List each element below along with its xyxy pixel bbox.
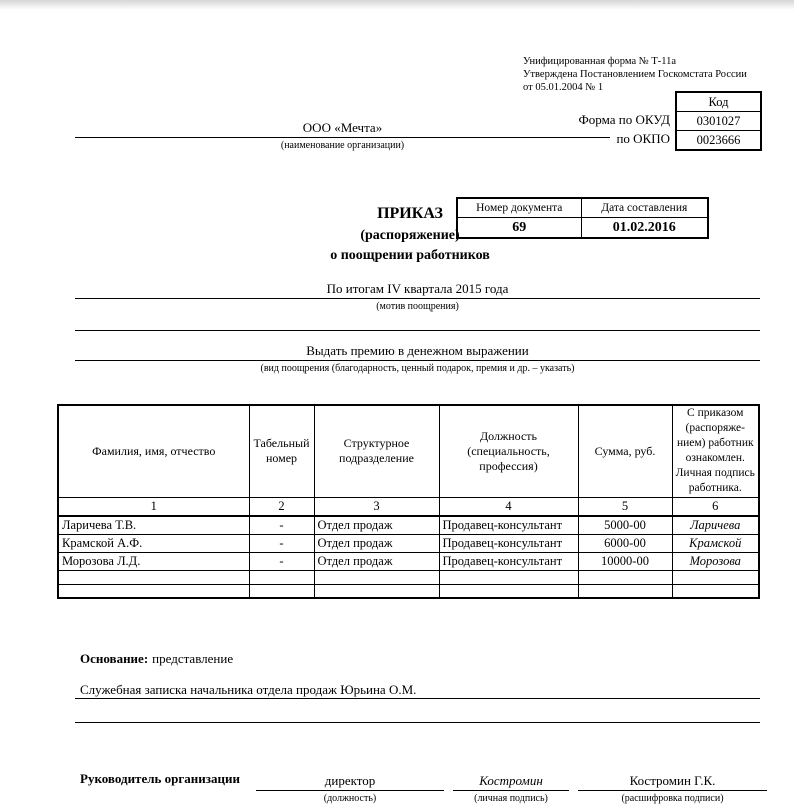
empty-cell — [249, 584, 314, 598]
motive-field — [75, 280, 760, 299]
column-numbers-row — [58, 497, 759, 516]
empty-row — [58, 570, 759, 584]
doc-date-value: 01.02.2016 — [581, 218, 708, 239]
empty-cell — [672, 584, 759, 598]
position-value: директор — [256, 772, 444, 791]
amount-cell: 6000-00 — [578, 534, 672, 552]
incentive-text: Выдать премию в денежном выражении — [306, 343, 529, 358]
doc-title: ПРИКАЗ — [377, 205, 443, 222]
header-cell-department: Структурное подразделение — [314, 405, 439, 497]
department-cell: Отдел продаж — [314, 552, 439, 570]
basis-row — [80, 651, 233, 667]
header-cell-signature: С приказом (распоряже-нием) работник ознакомлен. Личная подпись работника. — [672, 405, 759, 497]
okpo-label: по ОКПО — [616, 131, 670, 146]
personnel-number-cell: - — [249, 552, 314, 570]
employees-table-header-row — [58, 405, 759, 497]
signature-name-caption: (расшифровка подписи) — [621, 793, 724, 804]
personnel-number-cell: - — [249, 516, 314, 534]
empty-cell — [578, 584, 672, 598]
personal-signature-caption: (личная подпись) — [474, 793, 548, 804]
organization-name: ООО «Мечта» — [302, 120, 383, 135]
department-cell: Отдел продаж — [314, 516, 439, 534]
amount-cell: 10000-00 — [578, 552, 672, 570]
employee-name-cell: Ларичева Т.В. — [58, 516, 249, 534]
empty-cell — [58, 584, 249, 598]
col-number-cell: 4 — [439, 497, 578, 516]
header-cell-amount: Сумма, руб. — [578, 405, 672, 497]
department-cell: Отдел продаж — [314, 534, 439, 552]
empty-cell — [314, 584, 439, 598]
incentive-caption: (вид поощрения (благодарность, ценный подарок, премия и др. – указать) — [260, 363, 575, 374]
position-cell: Продавец-консультант — [439, 516, 578, 534]
header-cell-name: Фамилия, имя, отчество — [58, 405, 249, 497]
employees-table — [57, 404, 760, 599]
empty-motive-line — [75, 330, 760, 331]
form-approved-line: Утверждена Постановлением Госкомстата России — [523, 69, 747, 80]
motive-caption: (мотив поощрения) — [376, 301, 459, 312]
employee-name-cell: Морозова Л.Д. — [58, 552, 249, 570]
basis-note-text: Служебная записка начальника отдела продаж Юрьина О.М. — [80, 682, 417, 697]
code-box-table — [675, 91, 762, 151]
position-signature-block — [256, 772, 444, 804]
empty-cell — [249, 570, 314, 584]
basis-value: представление — [152, 651, 234, 666]
position-cell: Продавец-консультант — [439, 534, 578, 552]
col-number-cell: 1 — [58, 497, 249, 516]
organization-caption: (наименование организации) — [280, 140, 405, 151]
form-type-line: Унифицированная форма № Т-11а — [523, 56, 677, 67]
doc-number-header: Номер документа — [457, 198, 581, 218]
incentive-field — [75, 342, 760, 361]
col-number-cell: 5 — [578, 497, 672, 516]
employee-name-cell: Крамской А.Ф. — [58, 534, 249, 552]
empty-row — [58, 584, 759, 598]
basis-note-field — [75, 680, 760, 699]
empty-cell — [314, 570, 439, 584]
code-box-header: Код — [676, 92, 761, 112]
doc-number-value: 69 — [457, 218, 581, 239]
doc-date-header: Дата составления — [581, 198, 708, 218]
organization-name-field — [75, 119, 610, 138]
position-caption: (должность) — [323, 793, 377, 804]
okpo-value-cell: 0023666 — [676, 131, 761, 151]
empty-cell — [58, 570, 249, 584]
col-number-cell: 2 — [249, 497, 314, 516]
okud-label: Форма по ОКУД — [578, 112, 670, 127]
header-cell-personnel-number: Табельный номер — [249, 405, 314, 497]
okud-value-cell: 0301027 — [676, 112, 761, 131]
employee-row — [58, 516, 759, 534]
personnel-number-cell: - — [249, 534, 314, 552]
empty-cell — [439, 584, 578, 598]
signature-cell: Крамской — [672, 534, 759, 552]
form-approval-info — [523, 55, 747, 94]
empty-cell — [578, 570, 672, 584]
employee-row — [58, 552, 759, 570]
motive-text: По итогам IV квартала 2015 года — [326, 281, 509, 296]
col-number-cell: 3 — [314, 497, 439, 516]
col-number-cell: 6 — [672, 497, 759, 516]
position-cell: Продавец-консультант — [439, 552, 578, 570]
empty-cell — [439, 570, 578, 584]
empty-basis-line — [75, 722, 760, 723]
signature-name-value: Костромин Г.К. — [578, 772, 767, 791]
personal-signature-block — [453, 772, 569, 804]
header-cell-position: Должность (специальность, профессия) — [439, 405, 578, 497]
employee-row — [58, 534, 759, 552]
form-date-line: от 05.01.2004 № 1 — [523, 82, 604, 93]
doc-number-date-table — [456, 197, 709, 239]
signature-name-block — [578, 772, 767, 804]
basis-label: Основание: — [80, 651, 149, 666]
head-of-organization-label: Руководитель организации — [80, 771, 240, 786]
amount-cell: 5000-00 — [578, 516, 672, 534]
empty-cell — [672, 570, 759, 584]
doc-subtitle-promotion: о поощрении работников — [330, 248, 490, 263]
doc-subtitle-rasporyazhenie: (распоряжение) — [360, 228, 460, 243]
top-shadow-fade — [0, 0, 794, 10]
personal-signature-value: Костромин — [453, 772, 569, 791]
signature-cell: Морозова — [672, 552, 759, 570]
signature-cell: Ларичева — [672, 516, 759, 534]
